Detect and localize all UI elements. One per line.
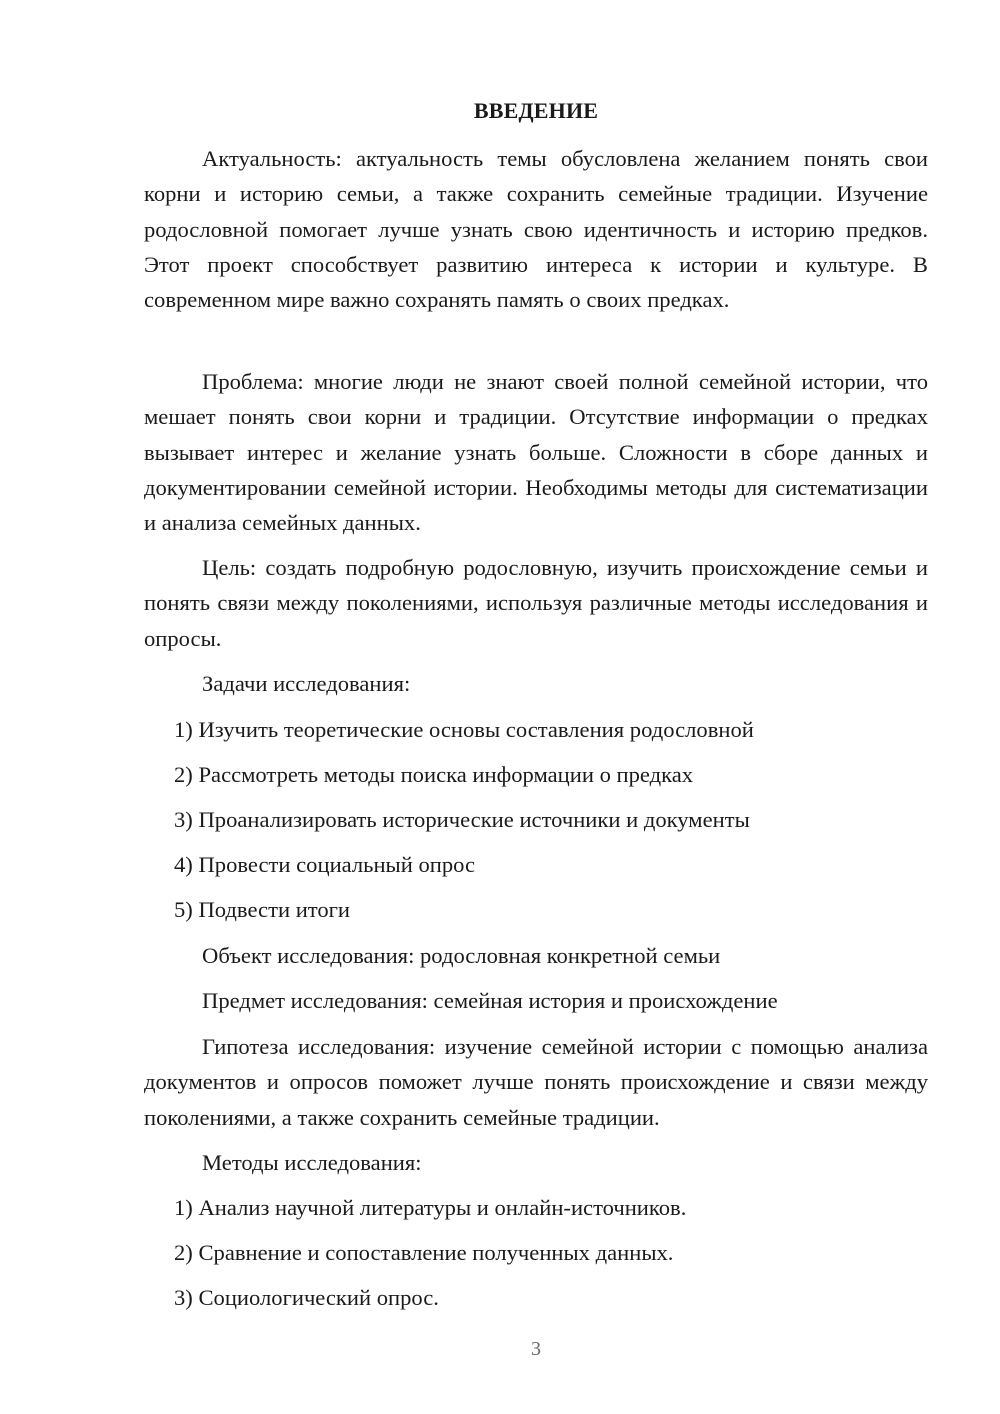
relevance-paragraph: Актуальность: актуальность темы обусловлена желанием понять свои корни и историю семьи, а также сохранить семейные традиции. Изучение родословной помогает лучше узнать свою идентичность и историю предков. Этот проект способствует развитию интереса к истории и культуре. В современном мире важно сохранять память о своих предках.	[144, 146, 928, 313]
object-line: Объект исследования: родословная конкретной семьи	[202, 943, 721, 968]
section-heading: ВВЕДЕНИЕ	[473, 98, 599, 123]
task-item: 1) Изучить теоретические основы составления родословной	[174, 717, 754, 742]
hypothesis-paragraph: Гипотеза исследования: изучение семейной истории с помощью анализа документов и опросов поможет лучше понять происхождение и связи между поколениями, а также сохранить семейные традиции.	[144, 1034, 928, 1130]
task-item: 5) Подвести итоги	[174, 897, 351, 922]
goal-paragraph: Цель: создать подробную родословную, изучить происхождение семьи и понять связи между поколениями, используя различные методы исследования и опросы.	[144, 555, 928, 651]
method-item: 1) Анализ научной литературы и онлайн-источников.	[174, 1195, 687, 1220]
methods-title: Методы исследования:	[202, 1150, 422, 1175]
task-item: 4) Провести социальный опрос	[174, 852, 476, 877]
method-item: 2) Сравнение и сопоставление полученных данных.	[174, 1240, 674, 1265]
page-number: 3	[531, 1338, 541, 1360]
task-item: 2) Рассмотреть методы поиска информации о предках	[174, 762, 694, 787]
method-item: 3) Социологический опрос.	[174, 1285, 439, 1310]
tasks-title: Задачи исследования:	[202, 671, 411, 696]
task-item: 3) Проанализировать исторические источники и документы	[174, 807, 750, 832]
problem-paragraph: Проблема: многие люди не знают своей полной семейной истории, что мешает понять свои корни и традиции. Отсутствие информации о предках вызывает интерес и желание узнать больше. Сложности в сборе данных и документировании семейной истории. Необходимы методы для систематизации и анализа семейных данных.	[144, 369, 928, 536]
subject-line: Предмет исследования: семейная история и происхождение	[202, 988, 778, 1013]
